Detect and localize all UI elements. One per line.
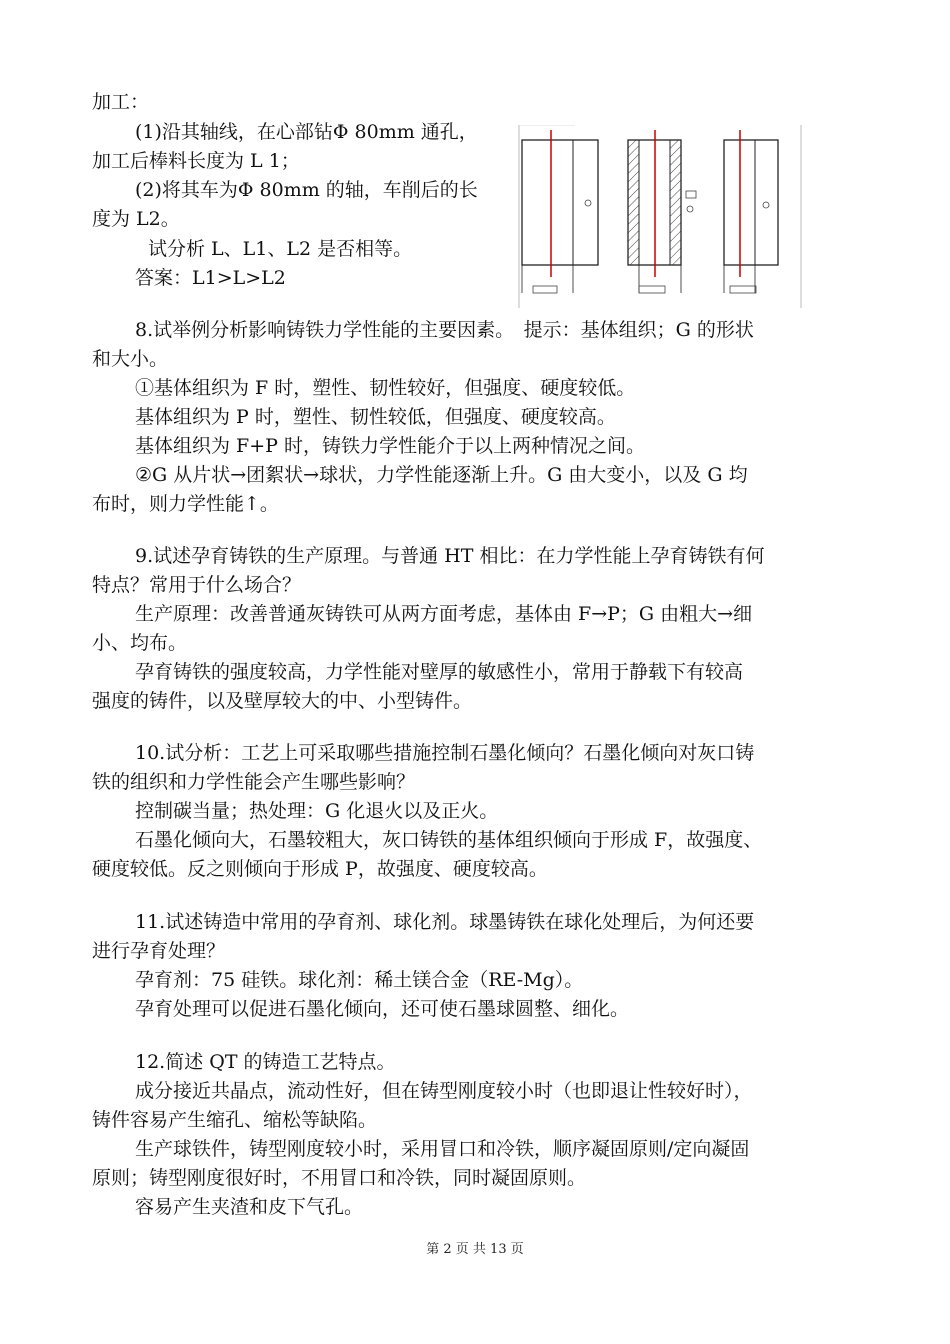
answer-text: 孕育剂：75 硅铁。球化剂：稀土镁合金（RE-Mg）。 [135,969,584,991]
question-text: 铁的组织和力学性能会产生哪些影响？ [92,771,416,793]
drilled-bar-panel [628,130,696,293]
answer-text: 基体组织为 F+P 时，铸铁力学性能介于以上两种情况之间。 [135,435,645,457]
answer-text: 答案：L1>L>L2 [135,267,286,289]
dimension-label-icon [730,286,756,293]
question-text: 特点？常用于什么场合？ [92,574,302,596]
answer-text: 控制碳当量；热处理：G 化退火以及正火。 [135,800,499,822]
dimension-label-icon [533,286,557,293]
text-line: (1)沿其轴线，在心部钻Φ 80mm 通孔， [135,121,478,143]
answer-text: 成分接近共晶点，流动性好，但在铸型刚度较小时（也即退让性较好时）， [135,1080,753,1102]
question-text: 12.简述 QT 的铸造工艺特点。 [135,1051,396,1073]
question-text: 11.试述铸造中常用的孕育剂、球化剂。球墨铸铁在球化处理后，为何还要 [135,911,755,933]
answer-text: 小、均布。 [92,632,188,654]
answer-text: 原则；铸型刚度很好时，不用冒口和冷铁，同时凝固原则。 [92,1167,587,1189]
text-line: 加工后棒料长度为 L 1； [92,150,300,172]
dimension-label-icon [686,191,696,198]
question-text: 8.试举例分析影响铸铁力学性能的主要因素。 提示：基体组织；G 的形状 [135,319,754,341]
text-line: 加工： [92,91,150,113]
page-footer: 第 2 页 共 13 页 [426,1242,524,1257]
answer-text: 硬度较低。反之则倾向于形成 P，故强度、硬度较高。 [92,858,548,880]
answer-text: 强度的铸件，以及壁厚较大的中、小型铸件。 [92,690,473,712]
question-text: 进行孕育处理？ [92,940,226,962]
dim-mark-icon [763,202,769,208]
bar-machining-figure [515,125,805,308]
question-text: 试分析 L、L1、L2 是否相等。 [148,238,413,260]
turned-bar-panel [724,130,778,293]
question-text: 9.试述孕育铸铁的生产原理。与普通 HT 相比：在力学性能上孕育铸铁有何 [135,545,765,567]
dimension-label-icon [639,286,665,293]
answer-text: 生产原理：改善普通灰铸铁可从两方面考虑，基体由 F→P；G 由粗大→细 [135,603,753,625]
question-text: 和大小。 [92,348,169,370]
text-line: (2)将其车为Φ 80mm 的轴，车削后的长 [135,179,478,201]
answer-text: 铸件容易产生缩孔、缩松等缺陷。 [92,1109,378,1131]
original-bar-panel [522,130,598,293]
question-text: 10.试分析：工艺上可采取哪些措施控制石墨化倾向？石墨化倾向对灰口铸 [135,742,755,764]
answer-text: 基体组织为 P 时，塑性、韧性较低，但强度、硬度较高。 [135,406,616,428]
dim-mark-icon [585,200,591,206]
dim-mark-icon [687,206,693,212]
answer-text: 生产球铁件，铸型刚度较小时，采用冒口和冷铁，顺序凝固原则/定向凝固 [135,1138,750,1160]
answer-text: 孕育铸铁的强度较高，力学性能对壁厚的敏感性小，常用于静载下有较高 [135,661,744,683]
answer-text: ①基体组织为 F 时，塑性、韧性较好，但强度、硬度较低。 [135,377,636,399]
text-line: 度为 L2。 [92,208,180,230]
answer-text: 布时，则力学性能↑。 [92,493,279,515]
answer-text: 孕育处理可以促进石墨化倾向，还可使石墨球圆整、细化。 [135,998,630,1020]
answer-text: 石墨化倾向大，石墨较粗大，灰口铸铁的基体组织倾向于形成 F，故强度、 [135,829,763,851]
answer-text: ②G 从片状→团絮状→球状，力学性能逐渐上升。G 由大变小，以及 G 均 [135,464,748,486]
answer-text: 容易产生夹渣和皮下气孔。 [135,1196,364,1218]
